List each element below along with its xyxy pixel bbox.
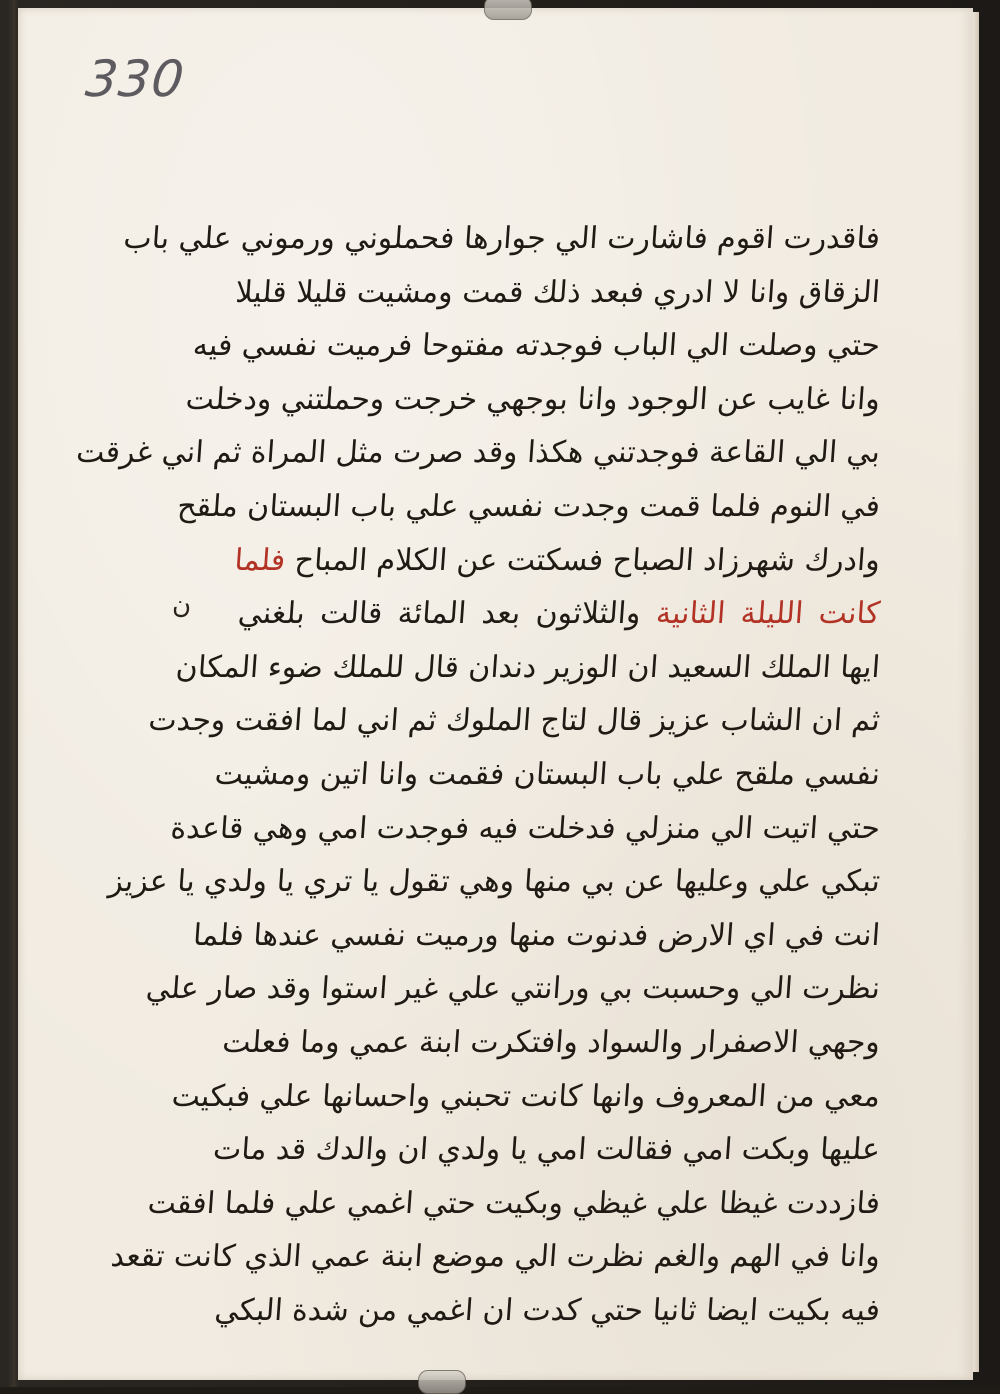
- manuscript-line: [191, 319, 882, 373]
- manuscript-line: [122, 212, 882, 266]
- line-text: انت في اي الارض فدنوت منها ورميت نفسي عندها فلما: [191, 917, 882, 953]
- rubric-text: كانت الليلة الثانية: [654, 596, 882, 632]
- manuscript-line: [169, 802, 882, 856]
- line-text: معي من المعروف وانها كانت تحبني واحسانها علي فبكيت: [170, 1078, 882, 1114]
- line-text: فاقدرت اقوم فاشارت الي جوارها فحملوني ورموني علي باب: [122, 221, 882, 256]
- line-text: وجهي الاصفرار والسواد وافتكرت ابنة عمي وما فعلت: [221, 1024, 882, 1060]
- manuscript-text-block: [75, 212, 882, 1337]
- manuscript-line: [211, 1123, 882, 1177]
- line-text: عليها وبكت امي فقالت امي يا ولدي ان والدك قد مات: [211, 1132, 882, 1168]
- manuscript-line: [109, 1230, 882, 1284]
- manuscript-line: [75, 426, 882, 480]
- line-text: حتي وصلت الي الباب فوجدته مفتوحا فرميت نفسي فيه: [191, 328, 882, 364]
- page-clip-top: [484, 0, 532, 20]
- manuscript-line: [176, 480, 882, 534]
- line-text: تبكي علي وعليها عن بي منها وهي تقول يا تري يا ولدي يا عزيز: [107, 864, 882, 900]
- manuscript-line: [236, 587, 882, 641]
- manuscript-line: [184, 373, 882, 427]
- manuscript-line: [236, 266, 882, 320]
- manuscript-line: [213, 748, 882, 802]
- manuscript-line: [146, 1177, 882, 1231]
- manuscript-line: [213, 1284, 882, 1338]
- line-text: نفسي ملقح علي باب البستان فقمت وانا اتين ومشيت: [213, 756, 882, 792]
- manuscript-line: [191, 909, 882, 963]
- line-text: حتي اتيت الي منزلي فدخلت فيه فوجدت امي وهي قاعدة: [169, 810, 882, 846]
- manuscript-line: [144, 962, 882, 1016]
- line-text: فيه بكيت ايضا ثانيا حتي كدت ان اغمي من شدة البكي: [213, 1292, 882, 1328]
- rubric-text: فلما: [233, 542, 287, 578]
- line-text: ثم ان الشاب عزيز قال لتاج الملوك ثم اني لما افقت وجدت: [147, 703, 882, 739]
- manuscript-line: [147, 694, 882, 748]
- manuscript-line: [107, 855, 882, 909]
- margin-note: ن: [172, 590, 192, 620]
- line-text: وادرك شهرزاد الصباح فسكتت عن الكلام المباح: [293, 542, 882, 578]
- line-text: ايها الملك السعيد ان الوزير دندان قال للملك ضوء المكان: [174, 649, 882, 685]
- manuscript-line: [233, 534, 882, 588]
- line-text: وانا غايب عن الوجود وانا بوجهي خرجت وحملتني ودخلت: [184, 381, 882, 417]
- line-text: في النوم فلما قمت وجدت نفسي علي باب البستان ملقح: [176, 488, 882, 524]
- folio-number: 330: [82, 50, 188, 108]
- line-text: نظرت الي وحسبت بي ورانتي علي غير استوا وقد صار علي: [144, 971, 882, 1007]
- line-text: والثلاثون بعد المائة قالت بلغني: [236, 596, 642, 632]
- manuscript-line: [174, 641, 882, 695]
- line-text: بي الي القاعة فوجدتني هكذا وقد صرت مثل المراة ثم اني غرقت: [75, 435, 882, 471]
- line-text: فازددت غيظا علي غيظي وبكيت حتي اغمي علي فلما افقت: [146, 1185, 882, 1221]
- manuscript-line: [170, 1070, 882, 1124]
- line-text: وانا في الهم والغم نظرت الي موضع ابنة عمي الذي كانت تقعد: [109, 1239, 882, 1275]
- line-text: الزقاق وانا لا ادري فبعد ذلك قمت ومشيت قليلا قليلا: [234, 274, 882, 310]
- manuscript-line: [221, 1016, 882, 1070]
- page-clip-bottom: [418, 1370, 466, 1394]
